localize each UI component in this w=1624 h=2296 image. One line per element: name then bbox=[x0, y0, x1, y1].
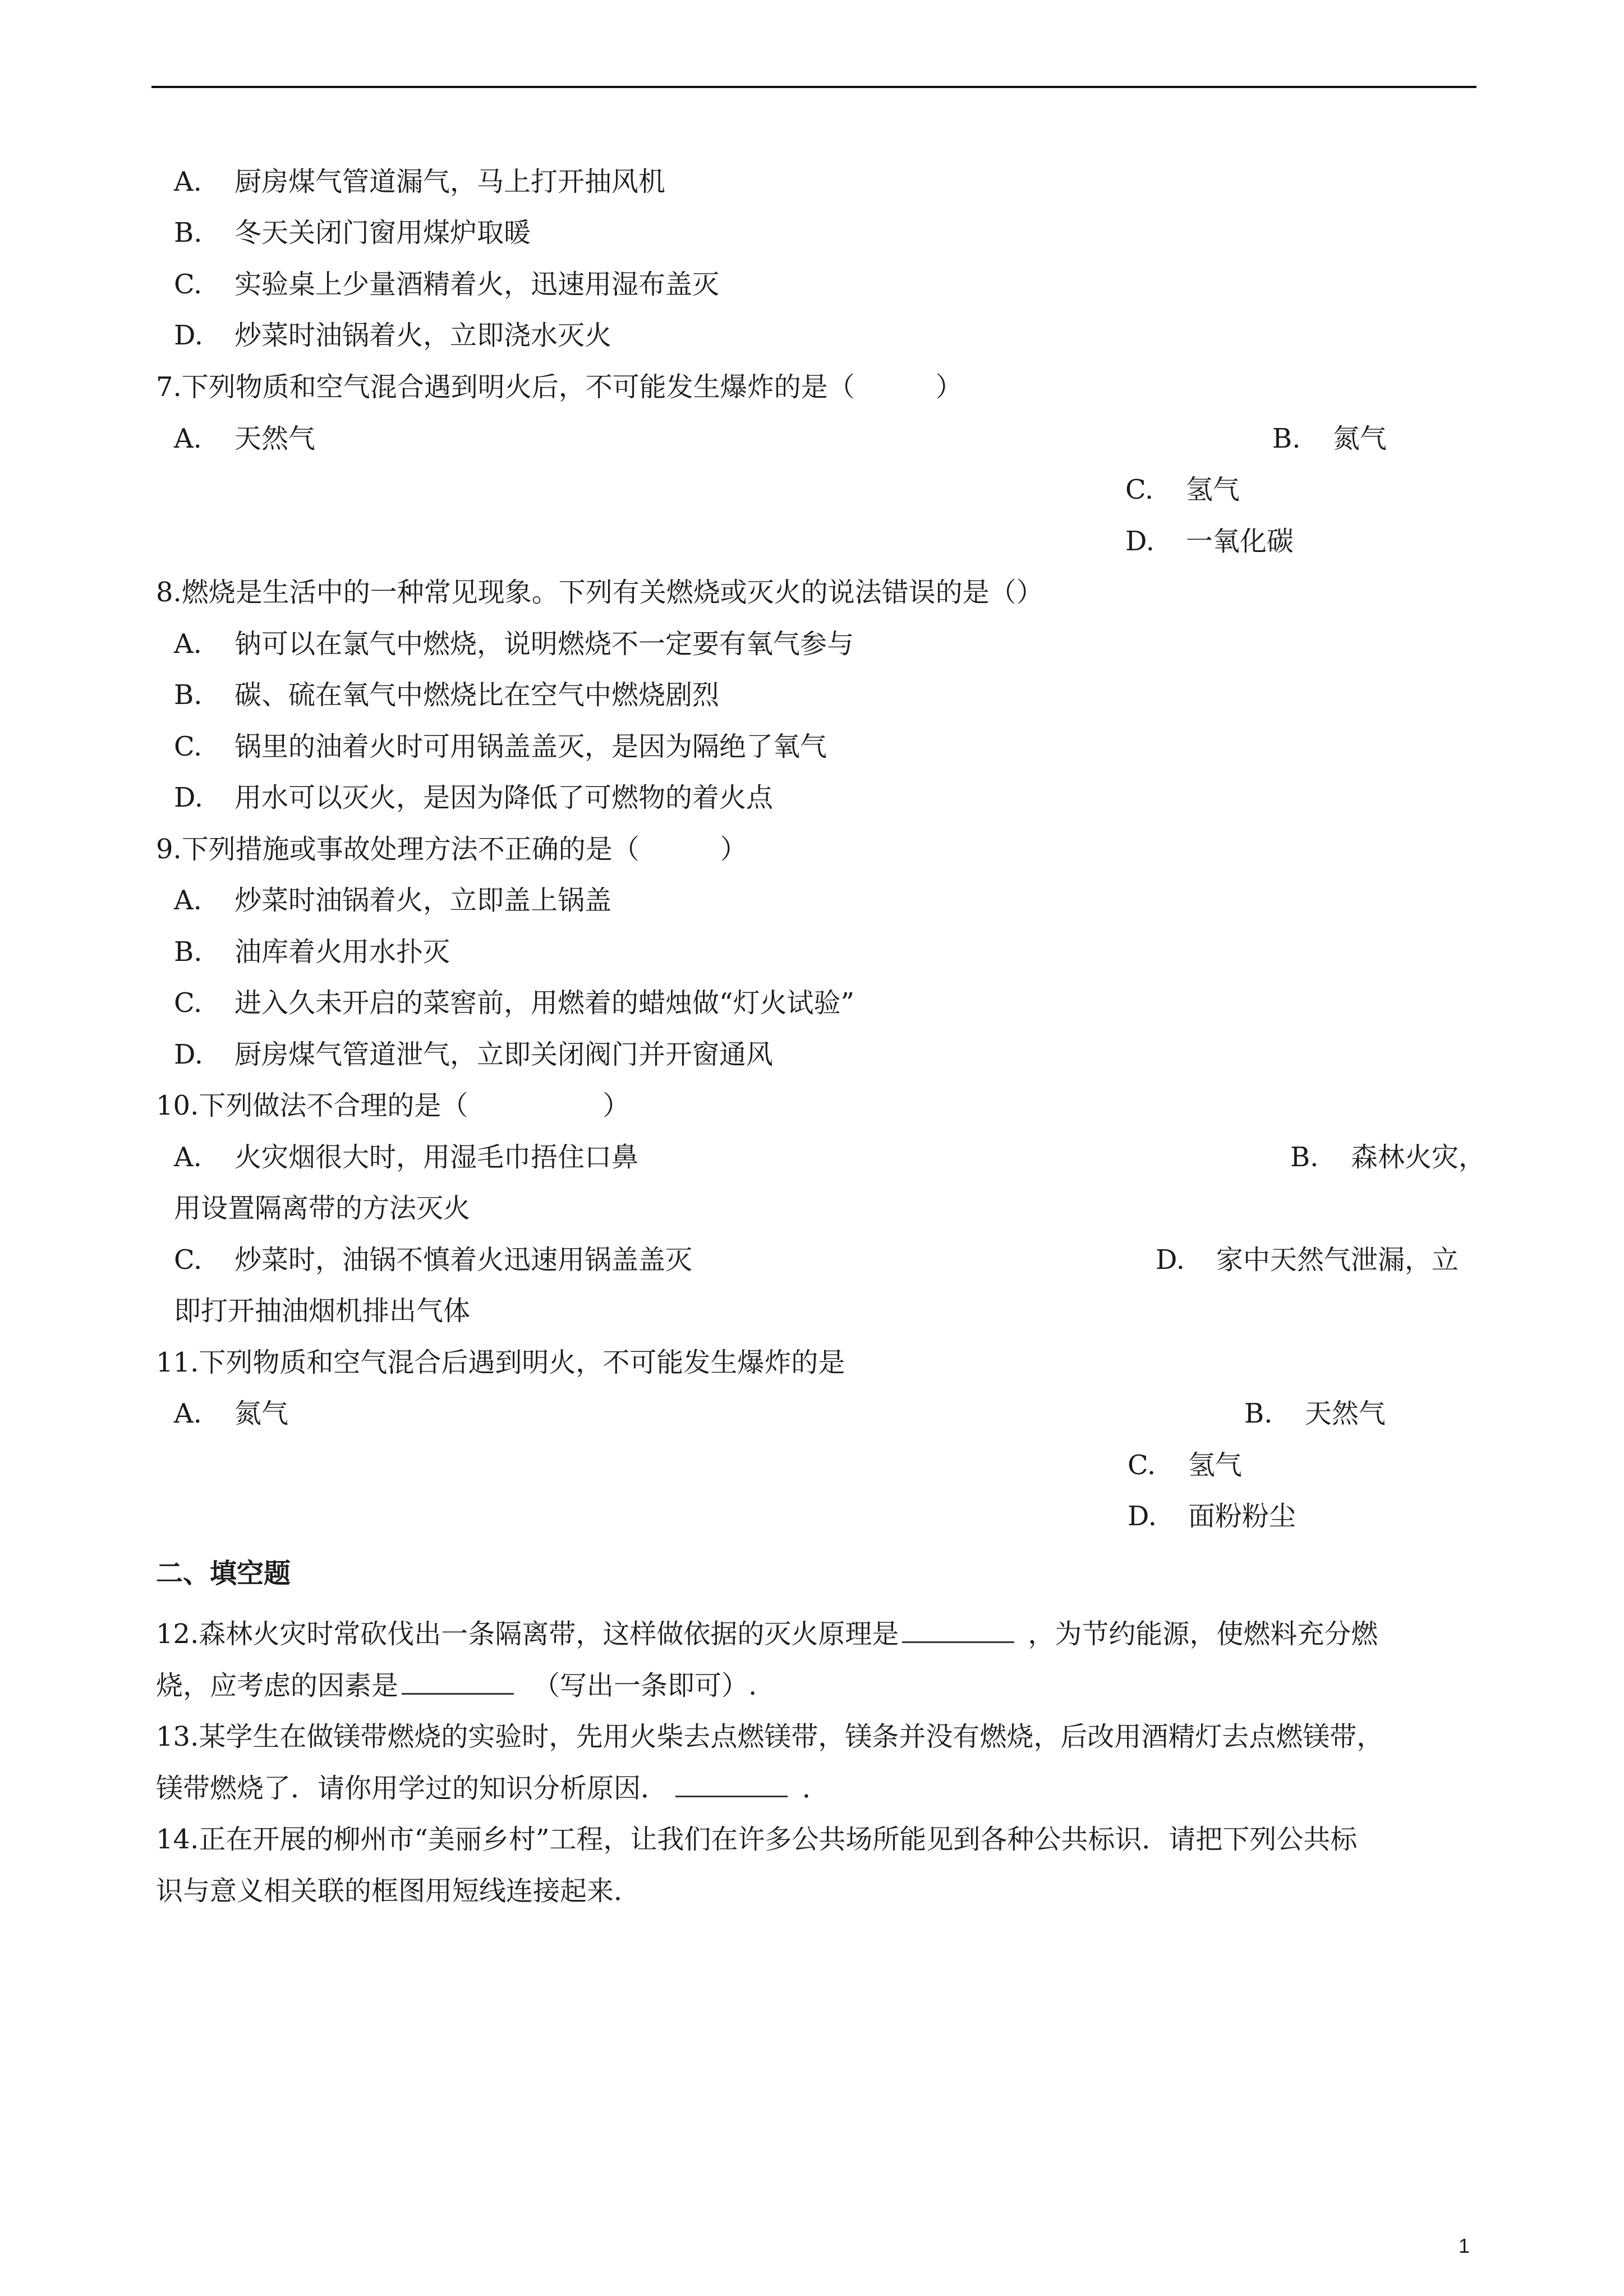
q6-option-a bbox=[174, 165, 665, 199]
q8-stem: 8.燃烧是生活中的一种常见现象。下列有关燃烧或灭火的说法错误的是（） bbox=[156, 577, 1043, 608]
option-label: D. bbox=[1125, 526, 1155, 557]
option-text: 天然气 bbox=[234, 423, 316, 454]
q10-option-c bbox=[174, 1243, 692, 1277]
option-text: 天然气 bbox=[1305, 1398, 1386, 1429]
q7-option-c bbox=[1125, 473, 1240, 507]
q13-text: ． bbox=[802, 1773, 830, 1804]
answer-blank[interactable] bbox=[402, 1671, 514, 1695]
option-text: 厨房煤气管道漏气，马上打开抽风机 bbox=[234, 166, 666, 197]
option-label: B. bbox=[1290, 1142, 1319, 1173]
option-text: 森林火灾， bbox=[1351, 1142, 1486, 1173]
q12-text: 烧，应考虑的因素是 bbox=[156, 1670, 399, 1701]
q8-option-a bbox=[174, 627, 854, 661]
q9-option-d bbox=[174, 1038, 773, 1071]
q11-option-c bbox=[1128, 1448, 1242, 1482]
q8-option-d bbox=[174, 781, 773, 815]
q12-text: （写出一条即可）. bbox=[533, 1670, 757, 1701]
option-text: 火灾烟很大时，用湿毛巾捂住口鼻 bbox=[234, 1142, 639, 1173]
q10-option-d-continued: 即打开抽油烟机排出气体 bbox=[174, 1295, 471, 1327]
option-label: B. bbox=[174, 679, 203, 711]
q13-line-2 bbox=[156, 1772, 829, 1805]
q6-option-d bbox=[174, 319, 611, 352]
option-label: C. bbox=[1125, 474, 1154, 505]
q7-option-b bbox=[1272, 422, 1387, 455]
option-label: C. bbox=[174, 987, 203, 1019]
q7-stem: 7.下列物质和空气混合遇到明火后，不可能发生爆炸的是（ ） bbox=[156, 371, 963, 403]
option-text: 家中天然气泄漏，立 bbox=[1216, 1244, 1459, 1276]
option-label: C. bbox=[174, 269, 203, 300]
option-text: 用水可以灭火，是因为降低了可燃物的着火点 bbox=[234, 782, 774, 813]
q10-option-b bbox=[1290, 1140, 1485, 1174]
q9-option-c bbox=[174, 986, 854, 1020]
q8-option-b bbox=[174, 678, 719, 712]
option-label: A. bbox=[174, 628, 202, 660]
option-text: 炒菜时油锅着火，立即浇水灭火 bbox=[234, 320, 612, 351]
option-text: 厨房煤气管道泄气，立即关闭阀门并开窗通风 bbox=[234, 1039, 774, 1070]
q11-option-d bbox=[1128, 1499, 1296, 1533]
q13-line-1: 13.某学生在做镁带燃烧的实验时，先用火柴去点燃镁带，镁条并没有燃烧，后改用酒精灯去点燃镁带， bbox=[156, 1721, 1384, 1752]
q7-option-a bbox=[174, 422, 315, 455]
q13-text: 镁带燃烧了．请你用学过的知识分析原因． bbox=[156, 1773, 668, 1804]
q9-option-a bbox=[174, 884, 611, 917]
q6-option-c bbox=[174, 268, 719, 301]
q8-option-c bbox=[174, 730, 827, 763]
q9-option-b bbox=[174, 935, 450, 969]
option-label: B. bbox=[1272, 423, 1301, 454]
option-text: 一氧化碳 bbox=[1186, 526, 1294, 557]
option-text: 锅里的油着火时可用锅盖盖灭，是因为隔绝了氧气 bbox=[234, 731, 827, 762]
option-label: D. bbox=[1156, 1244, 1185, 1276]
q10-option-b-continued: 用设置隔离带的方法灭火 bbox=[174, 1193, 471, 1224]
option-label: D. bbox=[1128, 1501, 1157, 1532]
option-text: 氢气 bbox=[1188, 1450, 1243, 1481]
q10-option-a bbox=[174, 1140, 638, 1174]
option-label: A. bbox=[174, 423, 202, 454]
q9-stem: 9.下列措施或事故处理方法不正确的是（ ） bbox=[156, 834, 747, 865]
q6-option-b bbox=[174, 216, 531, 250]
option-label: B. bbox=[1244, 1398, 1273, 1429]
q7-option-d bbox=[1125, 524, 1294, 558]
option-text: 炒菜时，油锅不慎着火迅速用锅盖盖灭 bbox=[234, 1244, 693, 1276]
option-label: A. bbox=[174, 1142, 202, 1173]
option-label: D. bbox=[174, 1039, 204, 1070]
option-label: D. bbox=[174, 320, 204, 351]
q11-stem: 11.下列物质和空气混合后遇到明火，不可能发生爆炸的是 bbox=[156, 1347, 845, 1378]
option-text: 面粉粉尘 bbox=[1188, 1501, 1296, 1532]
option-label: C. bbox=[174, 731, 203, 762]
header-rule bbox=[151, 86, 1476, 88]
q12-line-1 bbox=[156, 1617, 1378, 1651]
option-text: 碳、硫在氧气中燃烧比在空气中燃烧剧烈 bbox=[234, 679, 720, 711]
option-label: A. bbox=[174, 166, 202, 197]
q12-text: 12.森林火灾时常砍伐出一条隔离带，这样做依据的灭火原理是 bbox=[156, 1618, 899, 1650]
option-label: C. bbox=[174, 1244, 203, 1276]
q11-option-b bbox=[1244, 1397, 1386, 1430]
answer-blank[interactable] bbox=[902, 1619, 1014, 1643]
option-text: 油库着火用水扑灭 bbox=[234, 936, 450, 968]
q10-option-d bbox=[1156, 1243, 1459, 1277]
page-number: 1 bbox=[1459, 2234, 1470, 2257]
option-text: 氮气 bbox=[1333, 423, 1387, 454]
option-text: 实验桌上少量酒精着火，迅速用湿布盖灭 bbox=[234, 269, 720, 300]
option-text: 氢气 bbox=[1186, 474, 1240, 505]
option-text: 进入久未开启的菜窖前，用燃着的蜡烛做“灯火试验” bbox=[234, 987, 855, 1019]
q12-text: ，为节约能源，使燃料充分燃 bbox=[1028, 1618, 1378, 1650]
option-label: B. bbox=[174, 936, 203, 968]
q14-line-1: 14.正在开展的柳州市“美丽乡村”工程，让我们在许多公共场所能见到各种公共标识．请把下列公共标 bbox=[156, 1824, 1358, 1855]
option-text: 炒菜时油锅着火，立即盖上锅盖 bbox=[234, 885, 612, 916]
option-text: 钠可以在氯气中燃烧，说明燃烧不一定要有氧气参与 bbox=[234, 628, 854, 660]
option-label: B. bbox=[174, 217, 203, 249]
option-label: A. bbox=[174, 885, 202, 916]
q14-line-2: 识与意义相关联的框图用短线连接起来． bbox=[156, 1875, 641, 1907]
q10-stem: 10.下列做法不合理的是（ ） bbox=[156, 1090, 630, 1121]
option-text: 冬天关闭门窗用煤炉取暖 bbox=[234, 217, 531, 249]
option-label: D. bbox=[174, 782, 204, 813]
section-heading: 二、填空题 bbox=[156, 1558, 291, 1589]
option-label: C. bbox=[1128, 1450, 1156, 1481]
q11-option-a bbox=[174, 1397, 288, 1430]
answer-blank[interactable] bbox=[675, 1773, 788, 1797]
option-text: 氮气 bbox=[234, 1398, 289, 1429]
q12-line-2 bbox=[156, 1669, 757, 1703]
option-label: A. bbox=[174, 1398, 202, 1429]
